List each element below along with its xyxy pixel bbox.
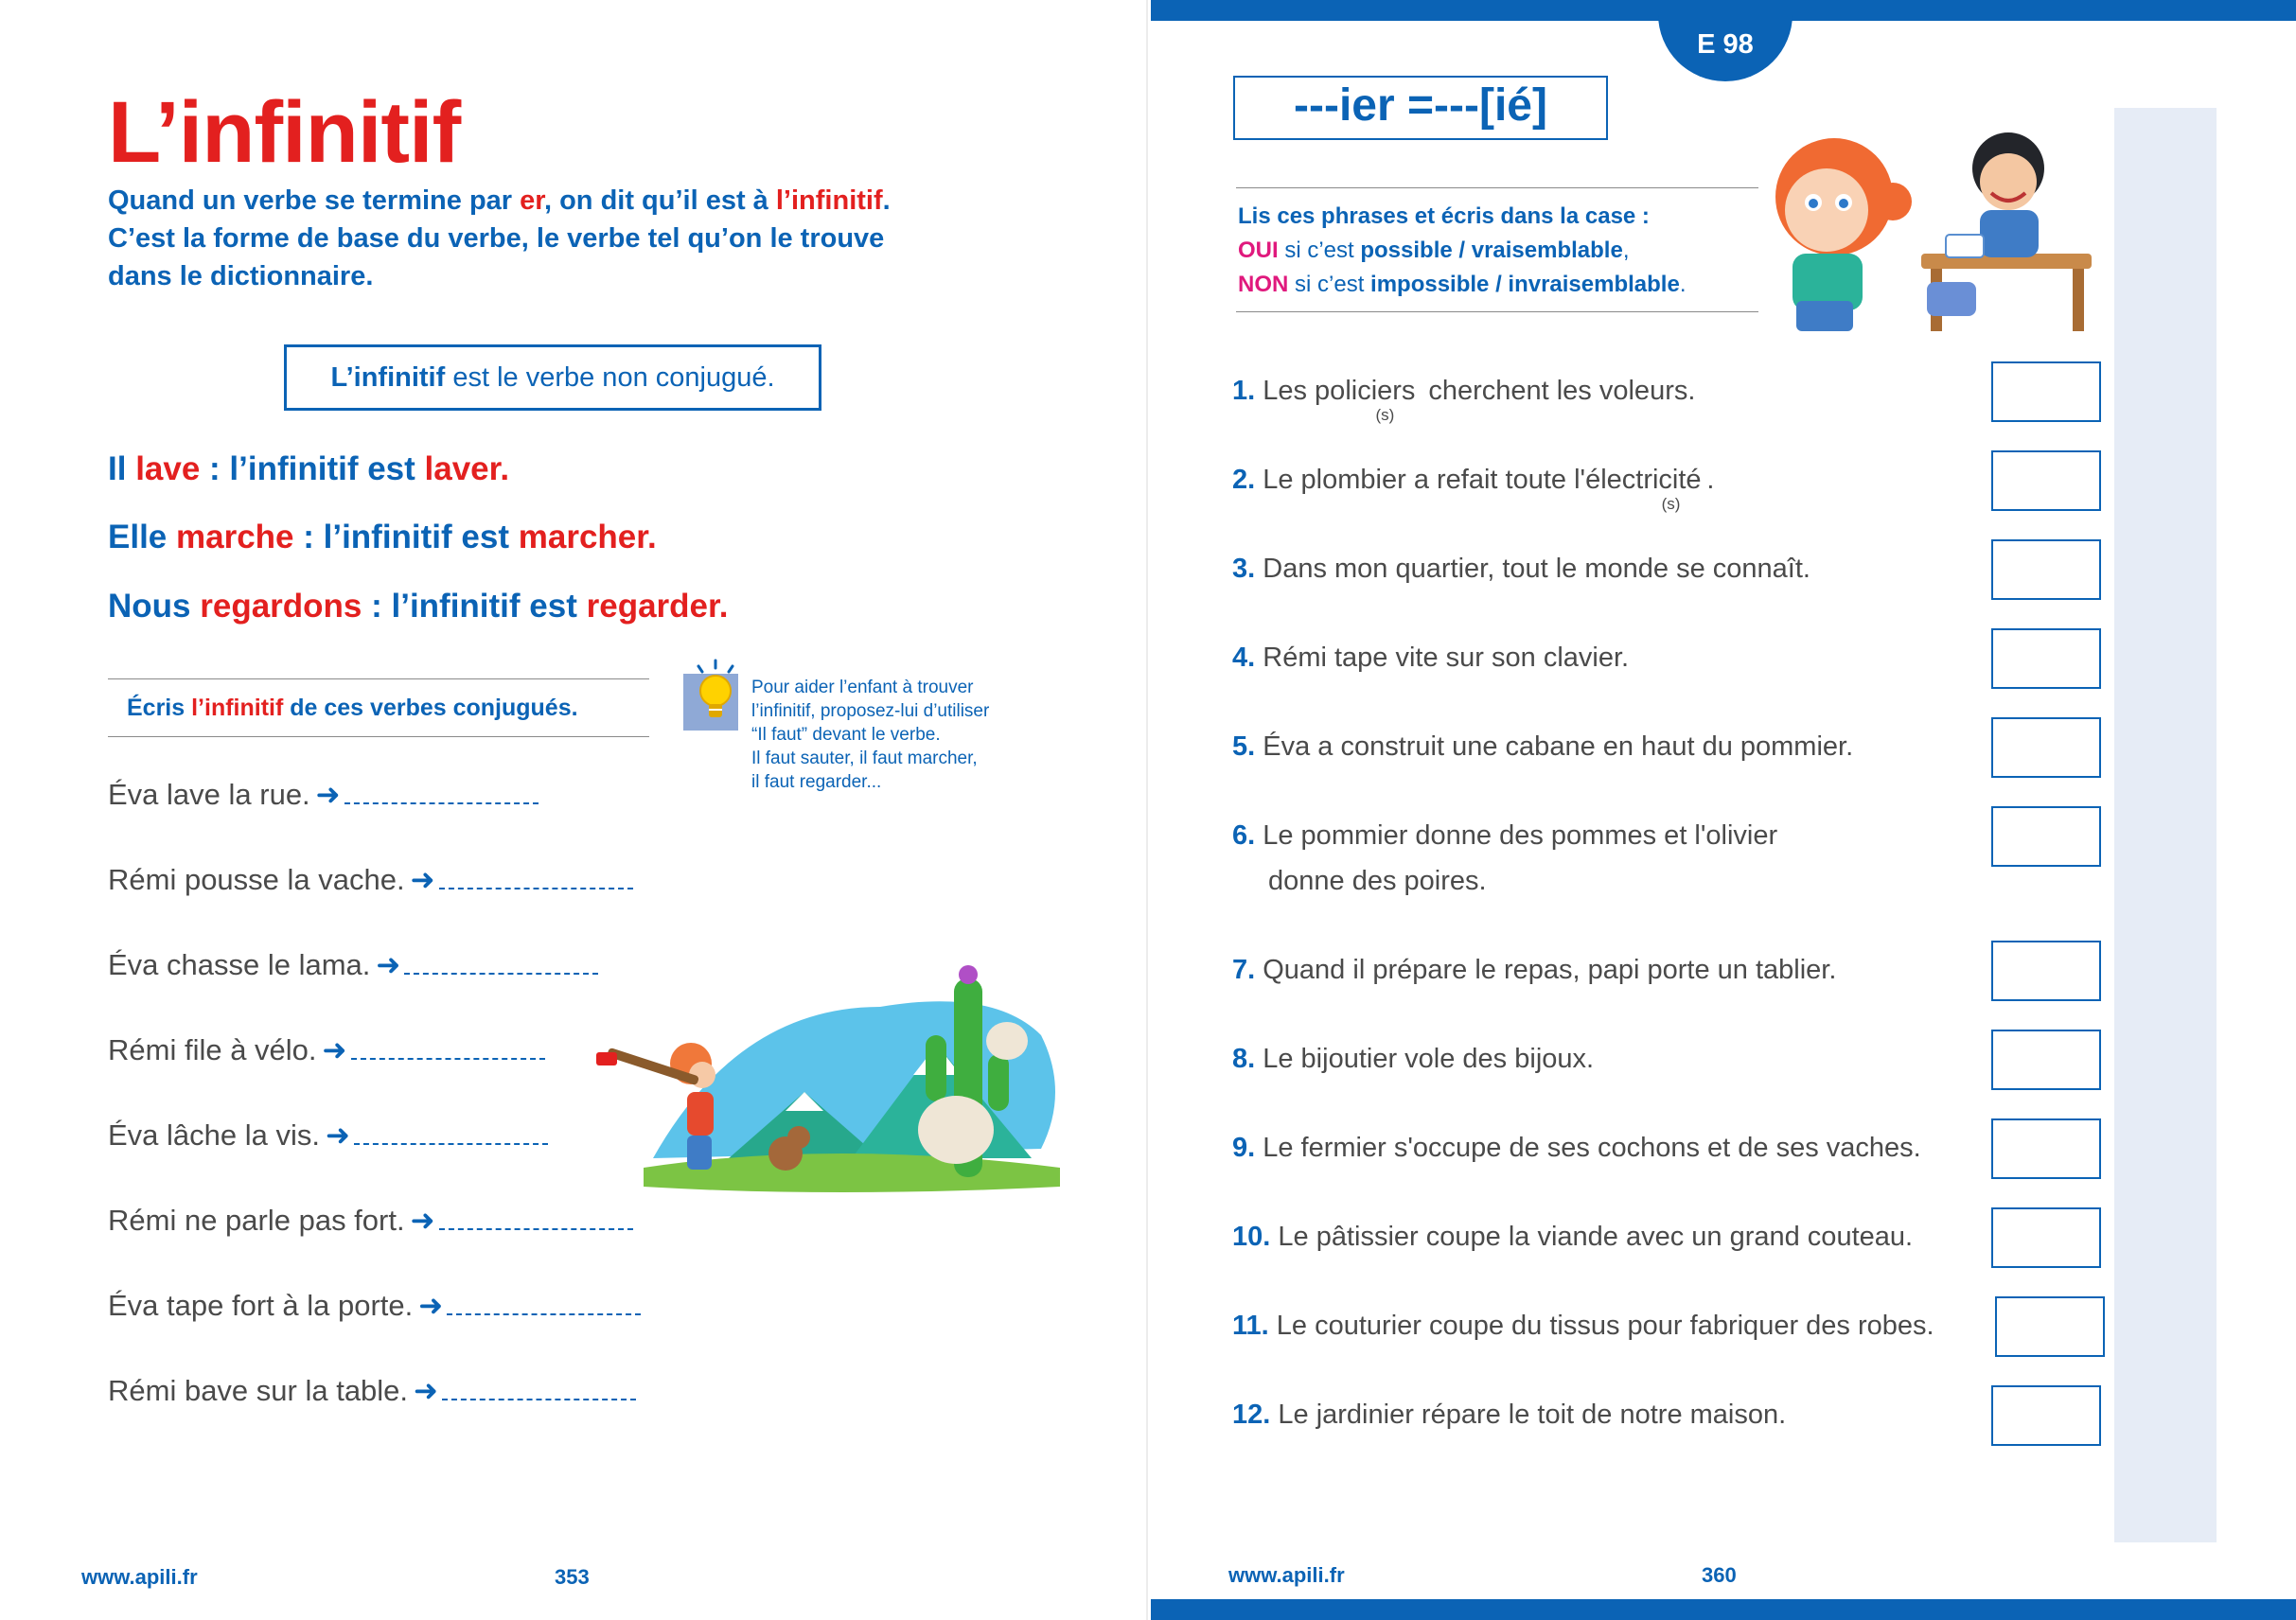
answer-line[interactable]	[442, 1391, 636, 1400]
question-4	[1232, 635, 1629, 680]
answer-box-2[interactable]	[1991, 450, 2101, 511]
arrow-right-icon: ➜	[410, 1204, 435, 1237]
example-subject: Elle	[108, 519, 176, 555]
exercise-sentence-1	[108, 778, 539, 812]
example-subject: Nous	[108, 588, 201, 625]
answer-box-10[interactable]	[1991, 1207, 2101, 1268]
question-8	[1232, 1036, 1594, 1082]
exercise-sentence-8	[108, 1374, 636, 1408]
example-3	[108, 588, 728, 625]
plural-mark: (s)	[1375, 406, 1395, 424]
hint-note	[751, 676, 1054, 794]
arrow-right-icon: ➜	[418, 1289, 444, 1322]
hint-line: Il faut sauter, il faut marcher,	[751, 748, 978, 768]
arrow-right-icon: ➜	[315, 778, 341, 811]
question-number: 5.	[1232, 731, 1256, 762]
instruction-text: Écris	[127, 695, 192, 721]
question-text: Le fermier s'occupe de ses cochons et de ses vaches.	[1255, 1133, 1921, 1163]
intro-line-3: dans le dictionnaire.	[108, 261, 374, 291]
instruction-text: si c’est	[1278, 238, 1361, 263]
exercise-sentence-3	[108, 948, 598, 982]
answer-line[interactable]	[404, 965, 598, 975]
oui-label: OUI	[1238, 238, 1279, 263]
answer-box-7[interactable]	[1991, 941, 2101, 1001]
question-text: Le pommier donne des pommes et l'olivier	[1255, 820, 1778, 851]
question-number: 7.	[1232, 955, 1256, 985]
example-2	[108, 519, 657, 556]
question-number: 11.	[1232, 1311, 1269, 1341]
footer-website: www.apili.fr	[81, 1565, 198, 1589]
intro-text: Quand un verbe se termine par	[108, 185, 521, 216]
page-title: L’infinitif	[108, 84, 461, 181]
exercise-instruction	[108, 678, 649, 737]
exercise-sentence-7	[108, 1289, 641, 1323]
intro-paragraph	[108, 182, 960, 295]
question-number: 12.	[1232, 1400, 1271, 1430]
answer-box-1[interactable]	[1991, 361, 2101, 422]
answer-column-band	[2114, 108, 2217, 1542]
exercise-sentence-6	[108, 1204, 633, 1238]
question-number: 9.	[1232, 1133, 1256, 1163]
sentence-text: Éva tape fort à la porte.	[108, 1289, 414, 1322]
arrow-right-icon: ➜	[414, 1374, 439, 1407]
question-number: 4.	[1232, 643, 1256, 673]
question-text: Le bijoutier vole des bijoux.	[1255, 1044, 1595, 1074]
question-text: Dans mon quartier, tout le monde se connaît.	[1255, 554, 1810, 584]
hint-line: l’infinitif, proposez-lui d’utiliser	[751, 701, 990, 721]
bottom-bar	[1151, 1599, 2296, 1620]
question-number: 10.	[1232, 1222, 1271, 1252]
question-5	[1232, 724, 1853, 769]
answer-box-5[interactable]	[1991, 717, 2101, 778]
exercise-sentence-5	[108, 1118, 548, 1153]
example-infinitive: laver.	[424, 450, 510, 487]
question-text: Quand il prépare le repas, papi porte un tablier.	[1255, 955, 1837, 985]
footer-page-number: 360	[1702, 1563, 1737, 1587]
sentence-text: Rémi file à vélo.	[108, 1033, 317, 1066]
exercise-sentence-4	[108, 1033, 545, 1067]
children-illustration	[1760, 112, 2111, 331]
sentence-text: Éva lave la rue.	[108, 778, 310, 811]
answer-line[interactable]	[354, 1136, 548, 1145]
definition-text: est le verbe non conjugué.	[445, 362, 775, 393]
arrow-right-icon: ➜	[322, 1033, 347, 1066]
answer-box-4[interactable]	[1991, 628, 2101, 689]
question-text: Le jardinier répare le toit de notre maison.	[1270, 1400, 1787, 1430]
example-middle: : l’infinitif est	[293, 519, 519, 555]
question-9	[1232, 1125, 1921, 1171]
answer-line[interactable]	[351, 1050, 545, 1060]
footer-website: www.apili.fr	[1228, 1563, 1345, 1587]
question-number: 1.	[1232, 376, 1256, 406]
arrow-right-icon: ➜	[376, 948, 401, 981]
sentence-text: Rémi bave sur la table.	[108, 1374, 409, 1407]
question-text: donne des poires.	[1268, 866, 1487, 896]
answer-box-11[interactable]	[1995, 1296, 2105, 1357]
example-verb: marche	[175, 519, 294, 555]
question-text: Éva a construit une cabane en haut du pommier.	[1255, 731, 1854, 762]
question-2	[1232, 457, 1715, 513]
exercise-code-badge: E 98	[1658, 0, 1793, 81]
question-text: Les policiers	[1255, 376, 1416, 406]
definition-box	[284, 344, 821, 411]
intro-text: , on dit qu’il est à	[543, 185, 776, 216]
question-text: cherchent les voleurs.	[1421, 376, 1696, 406]
question-11	[1232, 1303, 1934, 1348]
intro-infinitif: l’infinitif	[775, 185, 883, 216]
example-infinitive: regarder.	[586, 588, 729, 625]
answer-box-9[interactable]	[1991, 1118, 2101, 1179]
question-text: Rémi tape vite sur son clavier.	[1255, 643, 1630, 673]
question-text: Le couturier coupe du tissus pour fabriquer des robes.	[1268, 1311, 1934, 1341]
instruction-text: si c’est	[1288, 272, 1371, 297]
sentence-text: Éva chasse le lama.	[108, 948, 371, 981]
instruction-text: ,	[1622, 238, 1630, 263]
answer-box-8[interactable]	[1991, 1030, 2101, 1090]
question-1	[1232, 368, 1696, 424]
question-10	[1232, 1214, 1913, 1259]
instruction-line: Lis ces phrases et écris dans la case :	[1238, 203, 1650, 229]
sentence-text: Rémi pousse la vache.	[108, 863, 405, 896]
answer-box-3[interactable]	[1991, 539, 2101, 600]
example-verb: regardons	[200, 588, 362, 625]
hint-line: “Il faut” devant le verbe.	[751, 725, 941, 745]
answer-line[interactable]	[344, 795, 539, 804]
question-3	[1232, 546, 1810, 591]
sentence-text: Rémi ne parle pas fort.	[108, 1204, 405, 1237]
intro-text: .	[882, 185, 891, 216]
exercise-sentence-2	[108, 863, 633, 897]
instruction-text: .	[1679, 272, 1687, 297]
example-infinitive: marcher.	[518, 519, 657, 555]
plural-mark: (s)	[1661, 495, 1681, 513]
hint-line: Pour aider l’enfant à trouver	[751, 678, 974, 697]
question-number: 3.	[1232, 554, 1256, 584]
question-12	[1232, 1392, 1786, 1437]
instruction-keyword: impossible / invraisemblable	[1370, 272, 1680, 297]
page-divider	[1146, 0, 1148, 1620]
sentence-text: Éva lâche la vis.	[108, 1118, 320, 1152]
lightbulb-icon	[681, 659, 742, 734]
answer-line[interactable]	[439, 880, 633, 889]
example-subject: Il	[108, 450, 136, 487]
question-number: 6.	[1232, 820, 1256, 851]
question-number: 8.	[1232, 1044, 1256, 1074]
hint-line: il faut regarder...	[751, 772, 882, 792]
answer-box-6[interactable]	[1991, 806, 2101, 867]
cactus-scene-illustration	[596, 950, 1069, 1196]
answer-line[interactable]	[447, 1306, 641, 1315]
instruction-text: de ces verbes conjugués.	[283, 695, 578, 721]
instruction-keyword: l’infinitif	[191, 695, 284, 721]
intro-line-2: C’est la forme de base du verbe, le verbe tel qu’on le trouve	[108, 223, 885, 254]
example-verb: lave	[135, 450, 201, 487]
question-number: 2.	[1232, 465, 1256, 495]
arrow-right-icon: ➜	[326, 1118, 350, 1152]
non-label: NON	[1238, 272, 1289, 297]
question-text: Le plombier a refait toute l'électricité	[1255, 465, 1702, 495]
example-1	[108, 450, 509, 488]
exercise-instruction-right	[1236, 187, 1758, 312]
question-7	[1232, 947, 1836, 993]
question-6	[1232, 813, 1777, 904]
arrow-right-icon: ➜	[410, 863, 435, 896]
instruction-keyword: possible / vraisemblable	[1360, 238, 1623, 263]
question-text: Le pâtissier coupe la viande avec un grand couteau.	[1270, 1222, 1914, 1252]
spelling-rule-box: ---ier =---[ié]	[1233, 76, 1608, 140]
example-middle: : l’infinitif est	[362, 588, 587, 625]
intro-er: er	[520, 185, 544, 216]
footer-page-number: 353	[555, 1565, 590, 1589]
answer-box-12[interactable]	[1991, 1385, 2101, 1446]
answer-line[interactable]	[439, 1221, 633, 1230]
example-middle: : l’infinitif est	[200, 450, 425, 487]
question-text: .	[1706, 465, 1715, 495]
definition-strong: L’infinitif	[330, 362, 446, 393]
